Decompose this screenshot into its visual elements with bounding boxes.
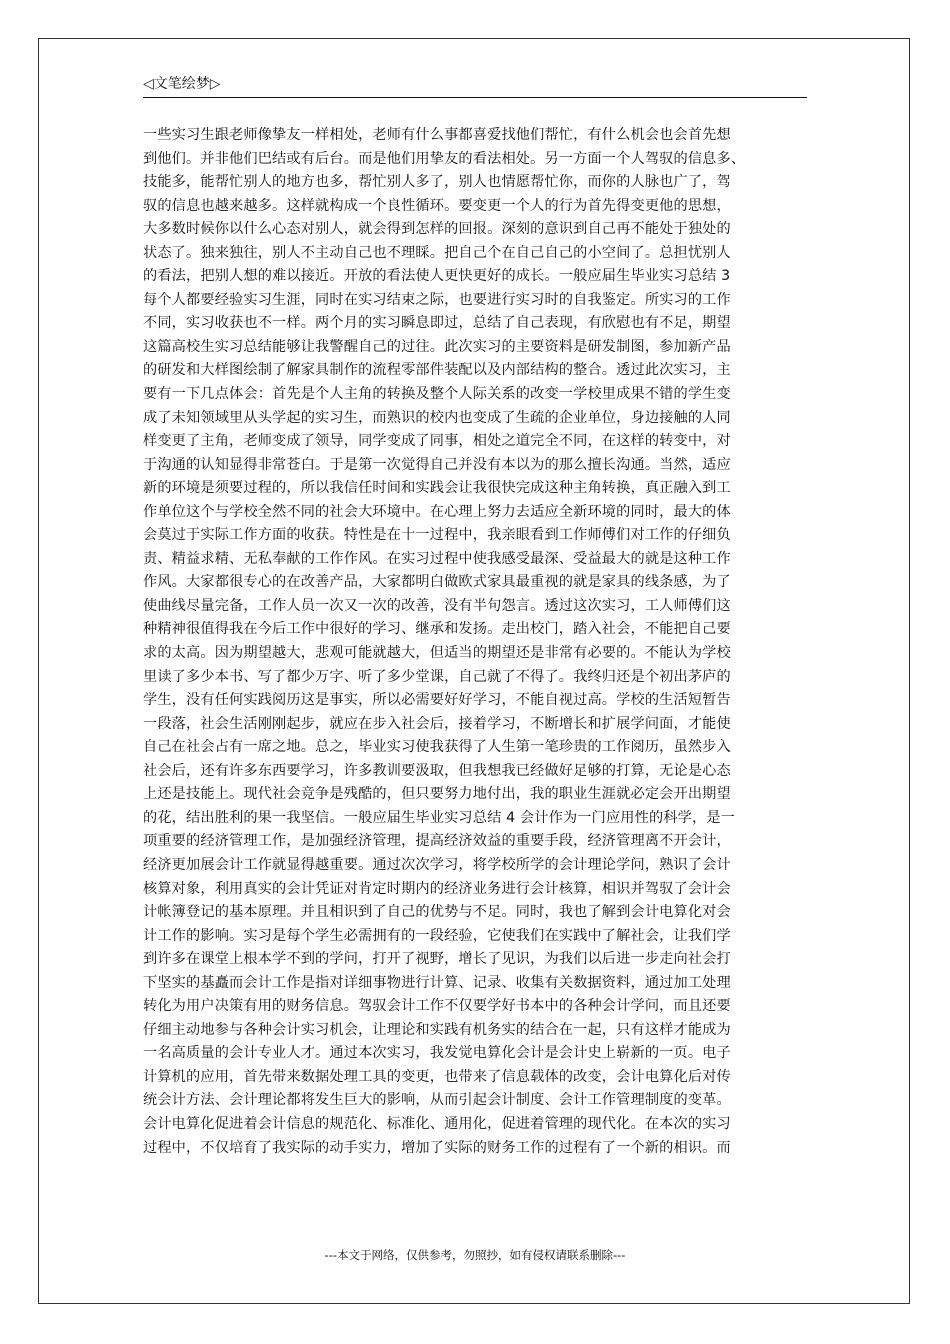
document-body	[143, 124, 813, 1160]
text-line: 种精神很值得我在今后工作中很好的学习、继承和发扬。走出校门，踏入社会，不能把自己要	[143, 621, 731, 638]
page-footer: ---本文于网络，仅供参考，勿照抄，如有侵权请联系删除---	[324, 1248, 626, 1262]
page-header	[143, 74, 807, 98]
text-line: 里读了多少本书、写了都少万字、听了多少堂课，自己就了不得了。我终归还是个初出茅庐的	[143, 668, 731, 685]
text-line: 计帐簿登记的基本原理。并且相识到了自己的优势与不足。同时，我也了解到会计电算化对会	[143, 904, 731, 921]
text-line: 一段落，社会生活刚刚起步，就应在步入社会后，接着学习，不断增长和扩展学问面，才能使	[143, 715, 731, 732]
text-line: 要有一下几点体会：首先是个人主角的转换及整个人际关系的改变一学校里成果不错的学生变	[143, 386, 731, 403]
text-line: 计算机的应用，首先带来数据处理工具的变更，也带来了信息载体的改变，会计电算化后对传	[143, 1068, 731, 1085]
text-line: 下坚实的基矗而会计工作是指对详细事物进行计算、记录、收集有关数据资料，通过加工处理	[143, 974, 731, 991]
text-line: 会莫过于实际工作方面的收获。特性是在十一过程中，我亲眼看到工作师傅们对工作的仔细负	[143, 527, 731, 544]
text-line: 经济更加展会计工作就显得越重要。通过次次学习，将学校所学的会计理论学问，熟识了会计	[143, 856, 731, 873]
text-line: 作单位这个与学校全然不同的社会大环境中。在心理上努力去适应全新环境的同时，最大的体	[143, 503, 731, 520]
text-line: 样变更了主角，老师变成了领导，同学变成了同事，相处之道完全不同，在这样的转变中，对	[143, 433, 731, 450]
text-line: 会计电算化促进着会计信息的规范化、标准化、通用化，促进着管理的现代化。在本次的实习	[143, 1115, 731, 1132]
text-line: 项重要的经济管理工作，是加强经济管理，提高经济效益的重要手段，经济管理离不开会计，	[143, 833, 731, 850]
text-line: 仔细主动地参与各种会计实习机会，让理论和实践有机务实的结合在一起，只有这样才能成为	[143, 1021, 731, 1038]
text-line: 不同，实习收获也不一样。两个月的实习瞬息即过，总结了自己表现，有欣慰也有不足，期望	[143, 315, 731, 332]
text-line: 新的环境是须要过程的，所以我信任时间和实践会让我很快完成这种主角转换，真正融入到工	[143, 480, 731, 497]
text-line: 统会计方法、会计理论都将发生巨大的影响，从而引起会计制度、会计工作管理制度的变革。	[143, 1092, 731, 1109]
text-line: 学生，没有任何实践阅历这是事实，所以必需要好好学习，不能自视过高。学校的生活短暂告	[143, 692, 731, 709]
text-line: 到许多在课堂上根本学不到的学问，打开了视野，增长了见识，为我们以后进一步走向社会打	[143, 951, 731, 968]
text-line: 社会后，还有许多东西要学习，许多教训要汲取，但我想我已经做好足够的打算，无论是心态	[143, 762, 731, 779]
text-line: 一名高质量的会计专业人才。通过本次实习，我发觉电算化会计是会计史上崭新的一页。电子	[143, 1045, 731, 1062]
text-line: 技能多，能帮忙别人的地方也多，帮忙别人多了，别人也情愿帮忙你，而你的人脉也广了，驾	[143, 174, 731, 191]
text-line: 的看法，把别人想的难以接近。开放的看法使人更快更好的成长。一般应届生毕业实习总结 3	[143, 268, 731, 285]
header-title: ◁文笔绘梦▷	[143, 76, 221, 92]
text-line: 的研发和大样图绘制了解家具制作的流程零部件装配以及内部结构的整合。透过此次实习，主	[143, 362, 731, 379]
text-line: 驭的信息也越来越多。这样就构成一个良性循环。要变更一个人的行为首先得变更他的思想，	[143, 197, 731, 214]
text-line: 计工作的影响。实习是每个学生必需拥有的一段经验，它使我们在实践中了解社会，让我们学	[143, 927, 731, 944]
text-line: 责、精益求精、无私奉献的工作作风。在实习过程中使我感受最深、受益最大的就是这种工作	[143, 550, 731, 567]
text-line: 转化为用户决策有用的财务信息。驾驭会计工作不仅要学好书本中的各种会计学问，而且还要	[143, 998, 731, 1015]
text-line: 于沟通的认知显得非常苍白。于是第一次觉得自己并没有本以为的那么擅长沟通。当然，适应	[143, 456, 731, 473]
text-line: 过程中，不仅培育了我实际的动手实力，增加了实际的财务工作的过程有了一个新的相识。而	[143, 1139, 731, 1156]
text-line: 到他们。并非他们巴结或有后台。而是他们用挚友的看法相处。另一方面一个人驾驭的信息多、	[143, 150, 746, 167]
text-line: 成了未知领域里从头学起的实习生，而熟识的校内也变成了生疏的企业单位，身边接触的人同	[143, 409, 731, 426]
text-line: 每个人都要经验实习生涯，同时在实习结束之际，也要进行实习时的自我鉴定。所实习的工作	[143, 291, 731, 308]
text-line: 求的太高。因为期望越大，悲观可能就越大，但适当的期望还是非常有必要的。不能认为学校	[143, 645, 731, 662]
text-line: 大多数时候你以什么心态对别人，就会得到怎样的回报。深刻的意识到自己再不能处于独处的	[143, 221, 731, 238]
text-line: 的花，结出胜利的果一我坚信。一般应届生毕业实习总结 4 会计作为一门应用性的科学，是一	[143, 809, 735, 826]
text-line: 一些实习生跟老师像挚友一样相处，老师有什么事都喜爱找他们帮忙，有什么机会也会首先想	[143, 127, 731, 143]
text-line: 使曲线尽量完备，工作人员一次又一次的改善，没有半句怨言。透过这次实习，工人师傅们这	[143, 597, 731, 614]
text-line: 上还是技能上。现代社会竞争是残酷的，但只要努力地付出，我的职业生涯就必定会开出期望	[143, 786, 731, 803]
text-line: 作风。大家都很专心的在改善产品，大家都明白做欧式家具最重视的就是家具的线条感，为了	[143, 574, 731, 591]
text-line: 这篇高校生实习总结能够让我警醒自己的过往。此次实习的主要资料是研发制图，参加新产品	[143, 338, 731, 355]
text-line: 自己在社会占有一席之地。总之，毕业实习使我获得了人生第一笔珍贵的工作阅历，虽然步入	[143, 739, 731, 756]
text-line: 核算对象，利用真实的会计凭证对肯定时期内的经济业务进行会计核算，相识并驾驭了会计会	[143, 880, 731, 897]
text-line: 状态了。独来独往，别人不主动自己也不理睬。把自己个在自己自己的小空间了。总担忧别人	[143, 244, 731, 261]
